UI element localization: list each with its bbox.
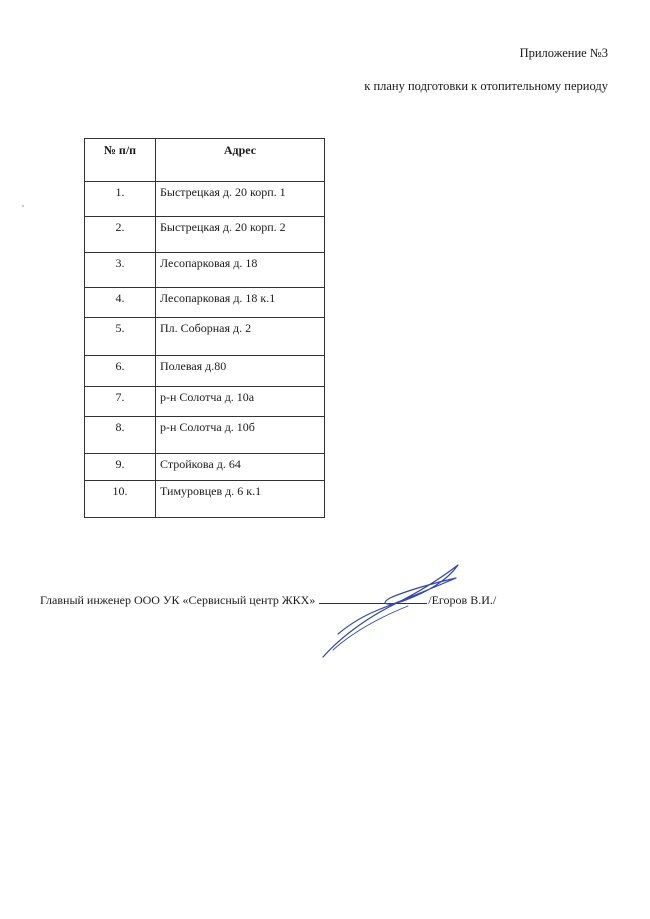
table-row — [85, 318, 325, 356]
table-row — [85, 253, 325, 288]
address-table — [84, 138, 325, 518]
table-row — [85, 356, 325, 387]
row-number: 9. — [85, 454, 156, 481]
handwritten-signature — [318, 560, 468, 662]
row-number: 7. — [85, 387, 156, 417]
row-address: Быстрецкая д. 20 корп. 1 — [156, 182, 325, 217]
row-number: 3. — [85, 253, 156, 288]
header-address: Адрес — [156, 139, 325, 182]
signatory-position: Главный инженер ООО УК «Сервисный центр ЖКХ» — [40, 593, 316, 607]
row-address: Тимуровцев д. 6 к.1 — [156, 481, 325, 518]
signature-stroke — [323, 565, 458, 657]
scan-speck — [22, 205, 24, 207]
row-address: Стройкова д. 64 — [156, 454, 325, 481]
row-number: 2. — [85, 217, 156, 253]
row-address: Пл. Соборная д. 2 — [156, 318, 325, 356]
row-address: Полевая д.80 — [156, 356, 325, 387]
row-number: 5. — [85, 318, 156, 356]
table-row — [85, 454, 325, 481]
table-row — [85, 417, 325, 454]
row-number: 10. — [85, 481, 156, 518]
row-number: 1. — [85, 182, 156, 217]
row-number: 6. — [85, 356, 156, 387]
table-header-row — [85, 139, 325, 182]
header-number: № п/п — [85, 139, 156, 182]
signatory-name: /Егоров В.И./ — [428, 593, 497, 607]
row-number: 4. — [85, 288, 156, 318]
row-address: Быстрецкая д. 20 корп. 2 — [156, 217, 325, 253]
table-row — [85, 288, 325, 318]
table-row — [85, 387, 325, 417]
table-row — [85, 481, 325, 518]
appendix-subtitle: к плану подготовки к отопительному периоду — [364, 79, 608, 93]
row-address: р-н Солотча д. 10а — [156, 387, 325, 417]
row-address: р-н Солотча д. 10б — [156, 417, 325, 454]
row-address: Лесопарковая д. 18 к.1 — [156, 288, 325, 318]
row-address: Лесопарковая д. 18 — [156, 253, 325, 288]
table-row — [85, 182, 325, 217]
table-row — [85, 217, 325, 253]
row-number: 8. — [85, 417, 156, 454]
appendix-title: Приложение №3 — [519, 46, 608, 60]
